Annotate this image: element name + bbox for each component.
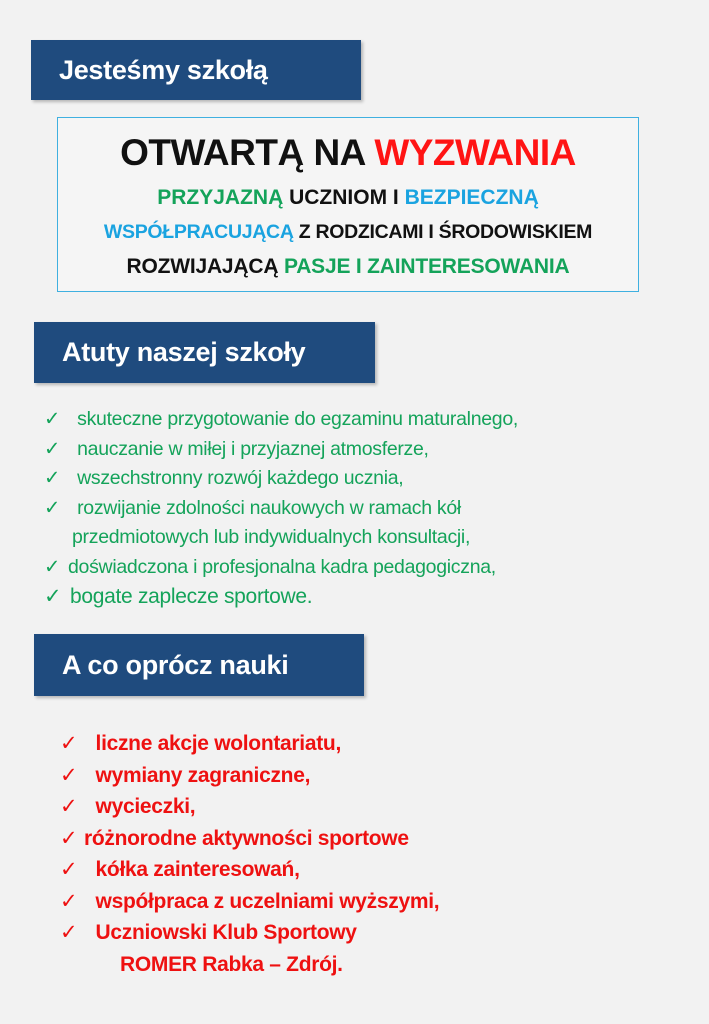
section-banner-atuty bbox=[34, 322, 375, 383]
extras-list bbox=[60, 728, 439, 980]
list-item bbox=[44, 405, 518, 435]
motto-line-3 bbox=[58, 221, 638, 244]
check-mark-icon: ✓ bbox=[60, 889, 78, 913]
list-item-continuation bbox=[60, 949, 439, 981]
section-title: A co oprócz nauki bbox=[62, 649, 289, 680]
section-banner-a-co-oprocz bbox=[34, 634, 364, 696]
list-item-text: kółka zainteresowań, bbox=[90, 858, 300, 881]
list-item bbox=[60, 823, 439, 855]
motto-highlight: BEZPIECZNĄ bbox=[404, 186, 539, 209]
list-item bbox=[60, 791, 439, 823]
list-item-text: przedmiotowych lub indywidualnych konsultacji, bbox=[72, 526, 471, 548]
list-item bbox=[60, 760, 439, 792]
advantages-list bbox=[44, 405, 518, 612]
motto-text: UCZNIOM I bbox=[283, 186, 405, 209]
section-title: Jesteśmy szkołą bbox=[59, 54, 268, 85]
motto-line-1 bbox=[58, 132, 638, 174]
list-item bbox=[44, 582, 518, 612]
check-mark-icon: ✓ bbox=[44, 555, 61, 578]
motto-highlight: PRZYJAZNĄ bbox=[157, 186, 284, 209]
list-item bbox=[44, 553, 518, 583]
motto-line-4 bbox=[58, 255, 638, 279]
motto-text: ROZWIJAJĄCĄ bbox=[126, 255, 284, 278]
check-mark-icon: ✓ bbox=[60, 826, 78, 850]
list-item bbox=[60, 728, 439, 760]
list-item-text: wycieczki, bbox=[90, 795, 196, 818]
check-mark-icon: ✓ bbox=[60, 732, 78, 755]
list-item bbox=[44, 464, 518, 494]
check-mark-icon: ✓ bbox=[60, 921, 78, 944]
list-item-text: skuteczne przygotowanie do egzaminu maturalnego, bbox=[72, 408, 518, 430]
list-item-text: nauczanie w miłej i przyjaznej atmosferze, bbox=[72, 437, 429, 460]
list-item bbox=[60, 917, 439, 949]
check-mark-icon: ✓ bbox=[60, 763, 78, 787]
list-item bbox=[60, 854, 439, 886]
motto-highlight: PASJE I ZAINTERESOWANIA bbox=[283, 255, 570, 278]
check-mark-icon: ✓ bbox=[44, 467, 61, 489]
motto-highlight: WYZWANIA bbox=[374, 132, 576, 173]
list-item-text: Uczniowski Klub Sportowy bbox=[90, 921, 357, 944]
list-item-text: bogate zaplecze sportowe. bbox=[70, 585, 313, 608]
motto-text: OTWARTĄ NA bbox=[120, 132, 375, 173]
motto-box bbox=[57, 117, 639, 292]
motto-highlight: WSPÓŁPRACUJĄCĄ bbox=[103, 221, 294, 243]
list-item-text: współpraca z uczelniami wyższymi, bbox=[90, 889, 440, 913]
check-mark-icon: ✓ bbox=[44, 437, 61, 460]
check-mark-icon: ✓ bbox=[44, 585, 62, 608]
motto-text: Z RODZICAMI I ŚRODOWISKIEM bbox=[293, 221, 593, 243]
list-item-text: ROMER Rabka – Zdrój. bbox=[120, 952, 343, 976]
list-item bbox=[60, 886, 439, 918]
check-mark-icon: ✓ bbox=[60, 795, 78, 818]
motto-line-2 bbox=[58, 186, 638, 210]
section-banner-jestesmy bbox=[31, 40, 361, 100]
check-mark-icon: ✓ bbox=[60, 858, 78, 881]
list-item-text: rozwijanie zdolności naukowych w ramach kół bbox=[72, 496, 461, 519]
list-item-text: wszechstronny rozwój każdego ucznia, bbox=[72, 467, 404, 489]
check-mark-icon: ✓ bbox=[44, 496, 61, 519]
list-item-text: doświadczona i profesjonalna kadra pedagogiczna, bbox=[68, 555, 496, 578]
list-item bbox=[44, 494, 518, 524]
check-mark-icon: ✓ bbox=[44, 408, 61, 430]
list-item-text: wymiany zagraniczne, bbox=[90, 763, 311, 787]
list-item-text: liczne akcje wolontariatu, bbox=[90, 732, 341, 755]
list-item-continuation bbox=[44, 523, 518, 553]
section-title: Atuty naszej szkoły bbox=[62, 337, 306, 367]
list-item-text: różnorodne aktywności sportowe bbox=[84, 826, 409, 850]
list-item bbox=[44, 435, 518, 465]
